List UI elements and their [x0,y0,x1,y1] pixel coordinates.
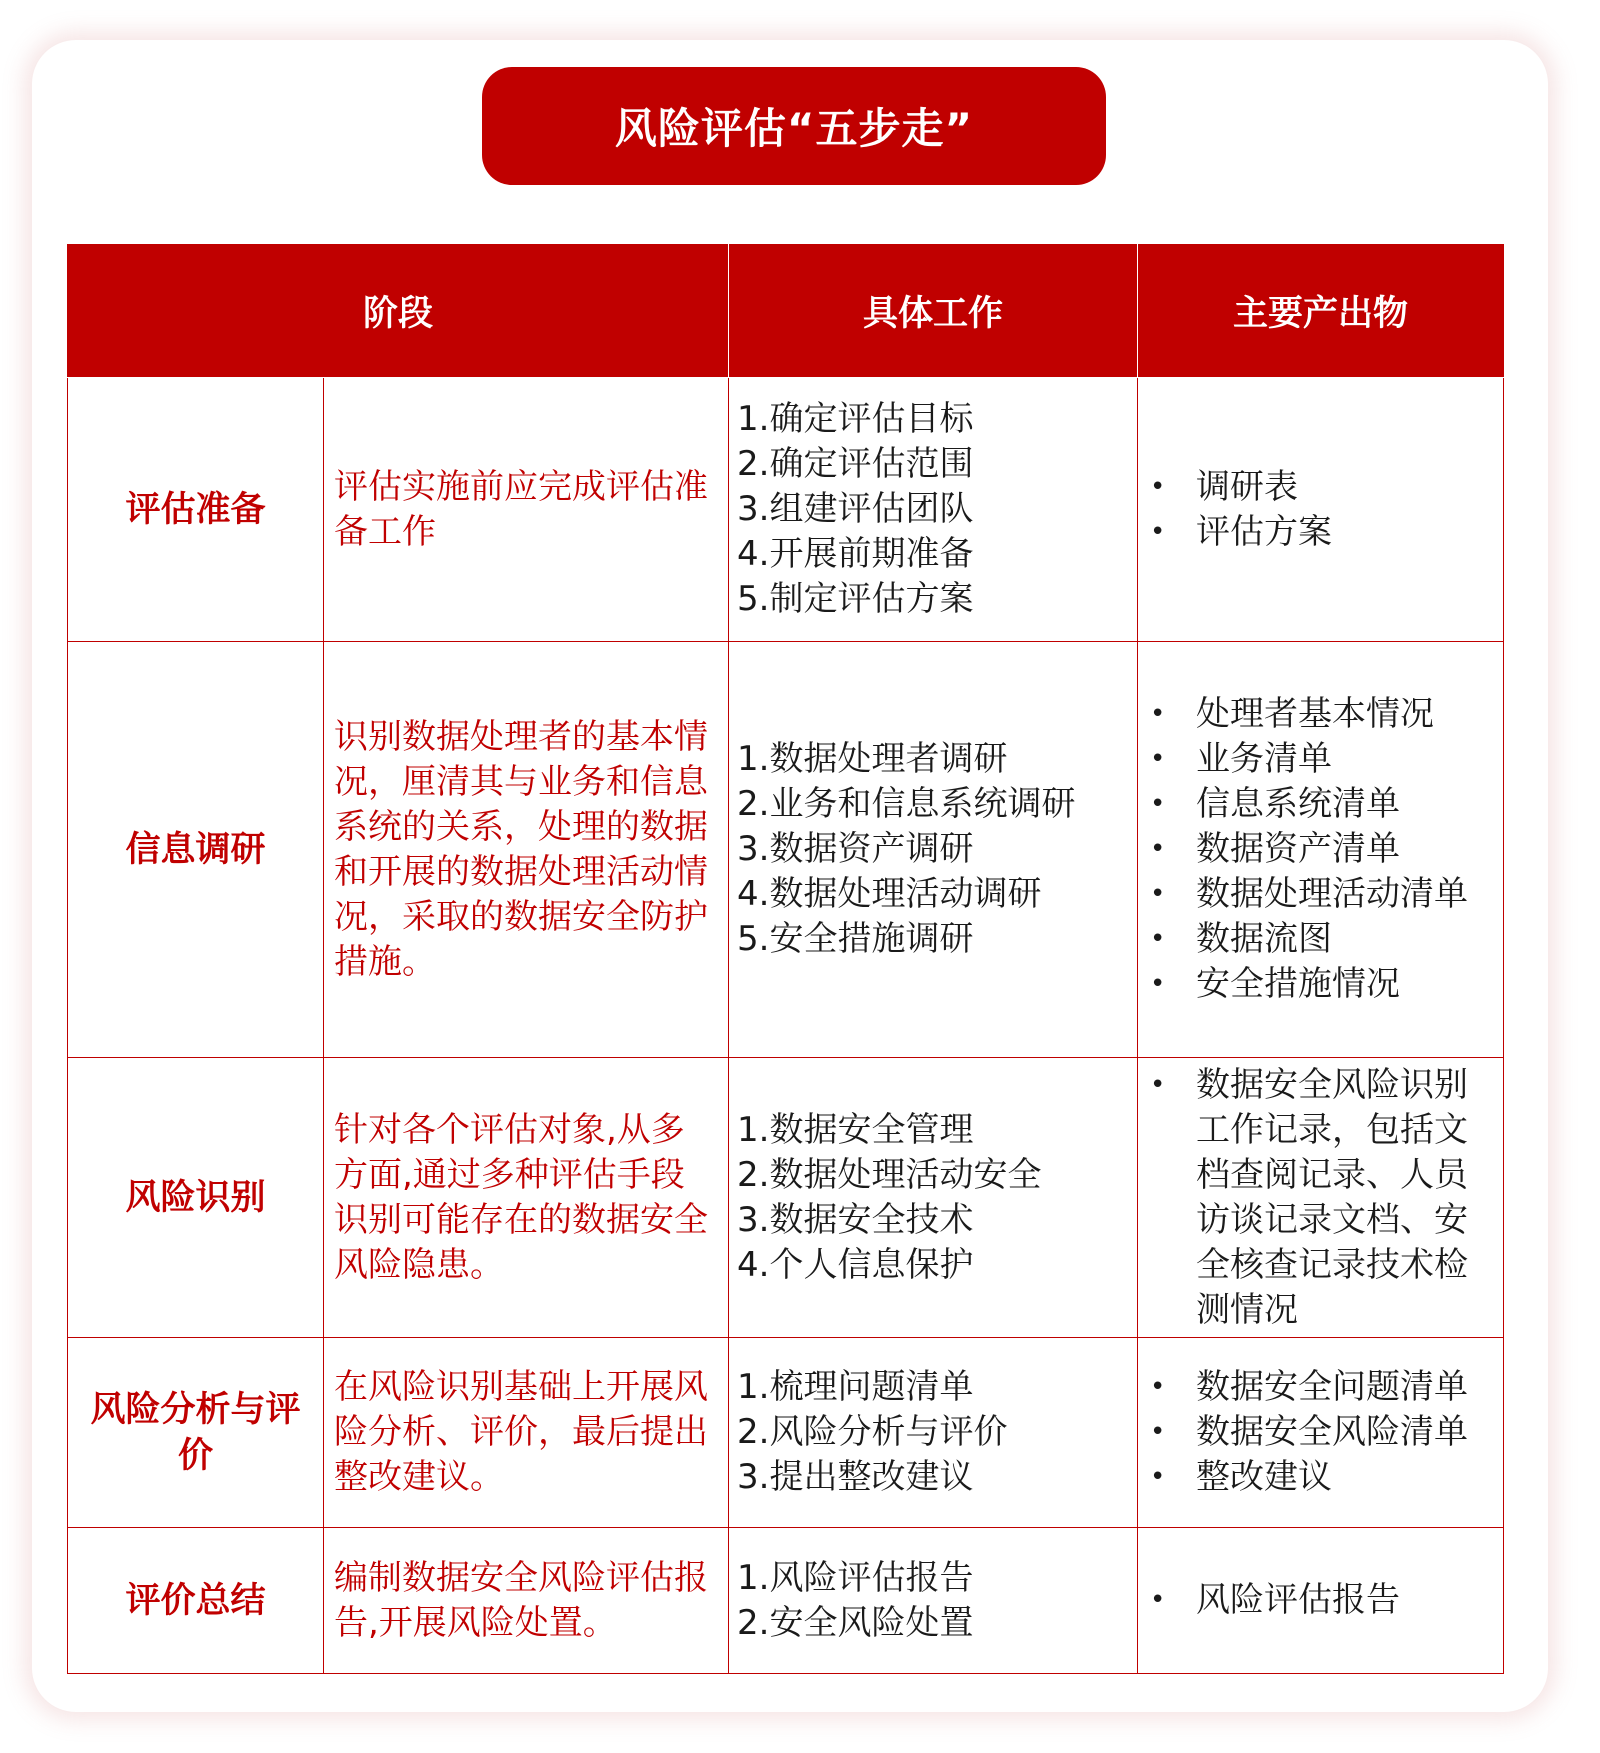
output-item: • 数据资产清单 [1148,827,1495,872]
output-item: • 整改建议 [1148,1455,1495,1500]
work-list [729,1058,1138,1338]
header-stage: 阶段 [68,245,729,378]
table-row [68,1528,1504,1674]
outputs-list [1138,1058,1504,1338]
output-item: • 风险评估报告 [1148,1578,1495,1623]
outputs-list [1138,1338,1504,1528]
work-item: 3.数据安全技术 [737,1199,974,1240]
work-item: 5.安全措施调研 [737,919,974,959]
stage-description: 在风险识别基础上开展风险分析、评价，最后提出整改建议。 [324,1338,729,1528]
stage-name: 风险分析与评价 [68,1338,324,1528]
output-item: • 信息系统清单 [1148,782,1495,827]
work-list [729,378,1138,642]
stage-name: 风险识别 [68,1058,324,1338]
header-outputs: 主要产出物 [1138,245,1504,378]
stage-name: 评估准备 [68,378,324,642]
work-item: 3.组建评估团队 [737,489,974,529]
work-item: 2.安全风险处置 [737,1602,974,1643]
outputs-list [1138,642,1504,1058]
work-item: 4.个人信息保护 [737,1244,974,1285]
work-item: 1.风险评估报告 [737,1557,974,1598]
work-item: 3.提出整改建议 [737,1457,974,1497]
work-item: 2.风险分析与评价 [737,1412,1008,1452]
page-title: 风险评估“五步走” [482,67,1106,185]
work-list [729,1528,1138,1674]
stage-description: 识别数据处理者的基本情况，厘清其与业务和信息系统的关系，处理的数据和开展的数据处理活动情况，采取的数据安全防护措施。 [324,642,729,1058]
work-item: 2.业务和信息系统调研 [737,784,1076,824]
output-item: • 安全措施情况 [1148,962,1495,1007]
output-item: • 数据安全风险识别工作记录，包括文档查阅记录、人员访谈记录文档、安全核查记录技术检测情况 [1148,1063,1495,1333]
work-item: 1.梳理问题清单 [737,1367,974,1407]
table-row [68,378,1504,642]
output-item: • 数据流图 [1148,917,1495,962]
outputs-list [1138,378,1504,642]
work-item: 4.数据处理活动调研 [737,874,1042,914]
output-item: • 调研表 [1148,465,1495,510]
risk-assessment-table [67,244,1504,1674]
stage-description: 评估实施前应完成评估准备工作 [324,378,729,642]
output-item: • 评估方案 [1148,510,1495,555]
header-work: 具体工作 [729,245,1138,378]
table-row [68,1338,1504,1528]
table-row [68,642,1504,1058]
work-item: 2.确定评估范围 [737,444,974,484]
output-item: • 业务清单 [1148,737,1495,782]
work-item: 2.数据处理活动安全 [737,1154,1042,1195]
work-item: 3.数据资产调研 [737,829,974,869]
output-item: • 数据安全问题清单 [1148,1365,1495,1410]
outputs-list [1138,1528,1504,1674]
work-item: 4.开展前期准备 [737,534,974,574]
work-list [729,642,1138,1058]
output-item: • 数据处理活动清单 [1148,872,1495,917]
stage-description: 针对各个评估对象,从多方面,通过多种评估手段识别可能存在的数据安全风险隐患。 [324,1058,729,1338]
work-item: 1.数据处理者调研 [737,739,1008,779]
output-item: • 数据安全风险清单 [1148,1410,1495,1455]
table-header-row [68,245,1504,378]
work-item: 1.确定评估目标 [737,399,974,439]
work-list [729,1338,1138,1528]
work-item: 1.数据安全管理 [737,1109,974,1150]
output-item: • 处理者基本情况 [1148,692,1495,737]
work-item: 5.制定评估方案 [737,579,974,619]
stage-name: 信息调研 [68,642,324,1058]
stage-description: 编制数据安全风险评估报告,开展风险处置。 [324,1528,729,1674]
table-row [68,1058,1504,1338]
stage-name: 评价总结 [68,1528,324,1674]
